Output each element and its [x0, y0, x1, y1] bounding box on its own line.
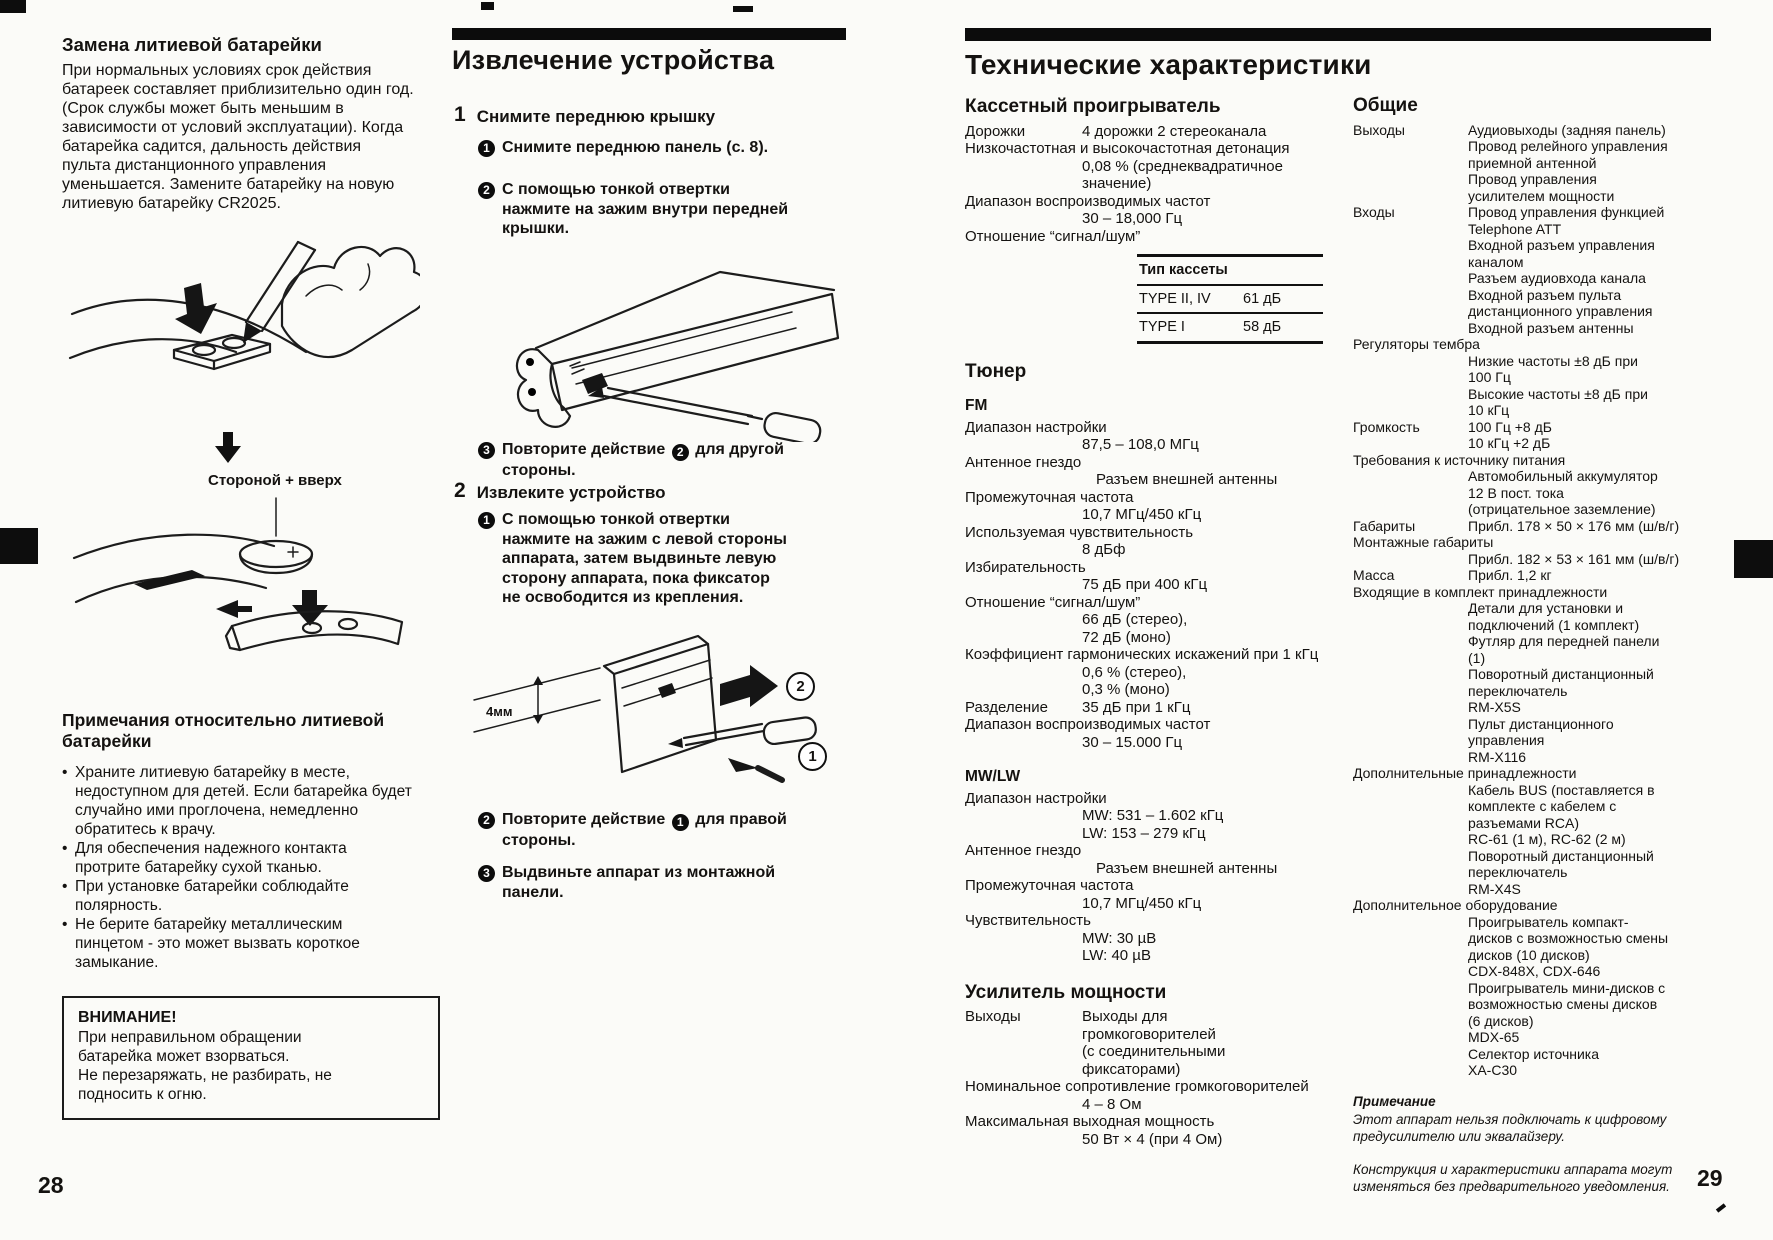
spec-row: [965, 699, 1339, 717]
text-line: приемной антенной: [1468, 154, 1597, 171]
text-line: 100 Гц: [1468, 369, 1511, 385]
spec-label: Диапазон воспроизводимых частот: [965, 716, 1211, 733]
substep-2-1: [478, 510, 790, 608]
note-title: Примечание: [1353, 1093, 1436, 1109]
text-line: переключатель: [1468, 864, 1568, 880]
substep-marker: 3: [478, 442, 495, 459]
section-rule-bar: [965, 28, 1711, 41]
spec-row: [1353, 765, 1715, 897]
spec-row: [1353, 419, 1715, 452]
spec-values: [1082, 1096, 1339, 1114]
substep-marker: 3: [478, 865, 495, 882]
warning-box: [62, 996, 440, 1120]
text-line: переключатель: [1468, 682, 1568, 699]
step-title: Снимите переднюю крышку: [476, 107, 716, 126]
spec-row: [1353, 534, 1715, 567]
spec-values: [1082, 123, 1339, 141]
substep-2-2: [478, 810, 790, 851]
substep-1-2: [478, 180, 790, 239]
spec-row: [965, 1113, 1339, 1148]
text-line: 75 дБ при 400 кГц: [1082, 576, 1208, 593]
warning-title: ВНИМАНИЕ!: [78, 1009, 177, 1026]
text-line: 100 Гц +8 дБ: [1468, 418, 1552, 435]
scan-speck: [1716, 1203, 1726, 1212]
text-line: Поворотный дистанционный: [1468, 666, 1654, 682]
specs-column-1: [965, 98, 1339, 1148]
spec-row: [1353, 336, 1715, 419]
text-line: 10,7 МГц/450 кГц: [1082, 506, 1202, 523]
spec-label: Избирательность: [965, 558, 1086, 576]
spec-label: Габариты: [1353, 517, 1416, 534]
down-arrow-icon: [214, 432, 242, 464]
cassette-section-title: Кассетный проигрыватель: [965, 96, 1221, 117]
substep-marker: 1: [478, 140, 495, 157]
text-line: Проигрыватель компакт-: [1468, 913, 1629, 930]
step-1: [454, 104, 715, 127]
text-line: разъемами RCA): [1468, 814, 1580, 831]
spec-label: Разделение: [965, 698, 1048, 716]
text-line: 35 дБ при 1 кГц: [1082, 698, 1191, 716]
spec-label: Монтажные габариты: [1353, 534, 1494, 550]
text-line: 87,5 – 108,0 МГц: [1082, 436, 1199, 453]
spec-label: Промежуточная частота: [965, 877, 1134, 894]
text-line: Аудиовыходы (задняя панель): [1468, 121, 1666, 138]
substep-marker: 2: [478, 182, 495, 199]
text-line: Провод управления: [1468, 171, 1597, 187]
text-line: CDX-848X, CDX-646: [1468, 963, 1601, 979]
text-line: (с соединительными: [1082, 1043, 1226, 1060]
spec-values: [1468, 567, 1715, 584]
spec-row: [965, 454, 1339, 489]
text-line: Кабель BUS (поставляется в: [1468, 781, 1655, 798]
spec-label: Регуляторы тембра: [1353, 336, 1480, 352]
spec-row: [965, 559, 1339, 594]
table-cell: 58 дБ: [1243, 319, 1282, 335]
spec-label: Входы: [1353, 204, 1395, 220]
text-line: MDX-65: [1468, 1029, 1520, 1045]
spec-row: [965, 419, 1339, 454]
battery-notes-title: Примечания относительно литиевой батарейки: [62, 710, 385, 751]
table-cell: TYPE I: [1139, 319, 1185, 335]
text-line: MW: 30 µВ: [1082, 929, 1157, 947]
spec-values: [1468, 782, 1715, 898]
text-line: (1): [1468, 649, 1486, 666]
text-line: 30 – 18,000 Гц: [1082, 210, 1183, 227]
spec-label: Масса: [1353, 567, 1395, 583]
text-line: 0,6 % (стерео),: [1082, 663, 1187, 681]
substep-1-3: [478, 440, 790, 481]
note-block: [1353, 1162, 1687, 1195]
text-line: • Храните литиевую батарейку в месте, недоступном для детей. Если батарейка будет случайно ими проглочена, немедленно обратитесь к врачу.: [62, 763, 414, 839]
spec-label: Антенное гнездо: [965, 842, 1082, 859]
text-line: RC-61 (1 м), RC-62 (2 м): [1468, 831, 1626, 847]
text-line: MW: 531 – 1.602 кГц: [1082, 807, 1224, 824]
step-title: Извлеките устройство: [476, 483, 666, 502]
substep-text: [502, 440, 790, 481]
substep-text: С помощью тонкой отвертки нажмите на зажим внутри передней крышки.: [502, 181, 789, 237]
spec-label: Используемая чувствительность: [965, 523, 1194, 541]
warning-line: При неправильном обращении батарейка может взорваться.: [78, 1029, 302, 1065]
text-line: каналом: [1468, 253, 1524, 270]
text-line: возможностью смены дисков: [1468, 996, 1658, 1012]
spec-row: [965, 877, 1339, 912]
spec-values: [1082, 860, 1339, 878]
spec-values: [1082, 930, 1339, 965]
text-line: 0,3 % (моно): [1082, 681, 1170, 698]
text-line: Автомобильный аккумулятор: [1468, 468, 1658, 484]
substep-1-1: [478, 138, 768, 158]
spec-row: [965, 228, 1339, 246]
spec-row: [965, 842, 1339, 877]
text-line: громкоговорителей: [1082, 1025, 1216, 1043]
text-line: комплекте с кабелем с: [1468, 798, 1617, 814]
text-line: Прибл. 1,2 кг: [1468, 567, 1552, 583]
spec-values: [1082, 1131, 1339, 1149]
spec-label: Максимальная выходная мощность: [965, 1113, 1215, 1130]
figure-marker-2: 2: [786, 672, 815, 701]
spec-row: [1353, 897, 1715, 1079]
substep-text-pre: Повторите действие: [502, 811, 666, 828]
text-line: • При установке батарейки соблюдайте полярность.: [62, 877, 414, 915]
spec-label: Громкость: [1353, 418, 1420, 435]
text-line: подключений (1 комплект): [1468, 616, 1640, 633]
substep-2-3: [478, 863, 790, 902]
text-line: 66 дБ (стерео),: [1082, 611, 1188, 628]
spec-values: [1082, 734, 1339, 752]
text-line: XA-C30: [1468, 1062, 1518, 1078]
text-line: Прибл. 178 × 50 × 176 мм (ш/в/г): [1468, 517, 1680, 534]
general-section-title: Общие: [1353, 95, 1418, 116]
spec-label: Чувствительность: [965, 912, 1091, 929]
text-line: дистанционного управления: [1468, 303, 1653, 319]
substep-text-pre: Повторите действие: [502, 441, 666, 458]
text-line: Высокие частоты ±8 дБ при: [1468, 385, 1648, 402]
illustration-front-cover-clip: [452, 250, 848, 442]
specifications-title: Технические характеристики: [965, 49, 1372, 80]
page-edge-tab-right: [1734, 540, 1773, 578]
text-line: (6 дисков): [1468, 1012, 1534, 1029]
fm-band-title: FM: [965, 397, 988, 414]
spec-values: [1468, 518, 1715, 535]
spec-values: [1468, 419, 1715, 452]
text-line: Проигрыватель мини-дисков с: [1468, 979, 1666, 996]
tuner-section-title: Тюнер: [965, 360, 1027, 382]
text-line: LW: 40 µВ: [1082, 947, 1151, 964]
spec-values: [1082, 471, 1339, 489]
spec-label: Выходы: [965, 1008, 1021, 1025]
illustration-battery-removal: [68, 230, 420, 426]
text-line: Провод управления функцией: [1468, 204, 1665, 220]
illustration-battery-insert: [68, 496, 420, 666]
text-line: Поворотный дистанционный: [1468, 847, 1654, 864]
spec-values: [1468, 600, 1715, 765]
text-line: 10 кГц +2 дБ: [1468, 435, 1551, 451]
spec-values: [1082, 611, 1339, 646]
text-line: Разъем аудиовхода канала: [1468, 270, 1646, 286]
text-line: Селектор источника: [1468, 1045, 1600, 1062]
dimension-label: 4мм: [486, 704, 513, 719]
text-line: 72 дБ (моно): [1082, 628, 1171, 646]
table-row: [1137, 314, 1323, 341]
text-line: 12 В пост. тока: [1468, 484, 1564, 501]
spec-row: [1353, 567, 1715, 584]
text-line: Входной разъем антенны: [1468, 319, 1634, 336]
amplifier-section-title: Усилитель мощности: [965, 981, 1167, 1003]
table-cell: TYPE II, IV: [1139, 290, 1211, 307]
page-edge-tab-left: [0, 528, 38, 564]
text-line: Футляр для передней панели: [1468, 633, 1660, 649]
text-line: Telephone ATT: [1468, 220, 1562, 237]
spec-values: [1468, 914, 1715, 1079]
substep-marker: 1: [478, 512, 495, 529]
spec-row: [965, 912, 1339, 965]
note-text: Этот аппарат нельзя подключать к цифровому предусилителю или эквалайзеру.: [1353, 1112, 1667, 1144]
text-line: RM-X5S: [1468, 699, 1521, 715]
spec-label: Коэффициент гармонических искажений при 1 кГц: [965, 646, 1319, 663]
text-line: Пульт дистанционного: [1468, 715, 1614, 732]
figure-marker-1: 1: [798, 742, 827, 771]
spec-label: Входящие в комплект принадлежности: [1353, 583, 1608, 600]
text-line: 10 кГц: [1468, 402, 1510, 418]
spec-label: Требования к источнику питания: [1353, 451, 1566, 468]
specs-column-2: [1353, 95, 1715, 1195]
spec-label: Низкочастотная и высокочастотная детонация: [965, 140, 1290, 157]
text-line: значение): [1082, 175, 1152, 192]
battery-notes-list: [62, 763, 414, 972]
text-line: (отрицательное заземление): [1468, 501, 1656, 517]
text-line: Выходы для: [1082, 1008, 1168, 1025]
removal-title: Извлечение устройства: [452, 45, 775, 75]
note-text: Конструкция и характеристики аппарата могут изменяться без предварительного уведомления.: [1353, 1162, 1673, 1194]
spec-values: [1082, 664, 1339, 699]
section-rule-bar: [452, 28, 846, 40]
spec-row: [1353, 122, 1715, 205]
spec-row: [1353, 452, 1715, 518]
spec-values: [1082, 506, 1339, 524]
spec-row: [965, 1008, 1339, 1078]
spec-values: [1082, 541, 1339, 559]
spec-row: [1353, 204, 1715, 336]
scan-corner-mark: [0, 0, 26, 13]
spec-label: Диапазон настройки: [965, 418, 1107, 436]
text-line: 30 – 15.000 Гц: [1082, 733, 1183, 751]
text-line: дисков с возможностью смены: [1468, 930, 1669, 946]
text-line: Разъем внешней антенны: [1096, 471, 1278, 488]
spec-values: [1082, 699, 1339, 717]
cassette-type-table: [1137, 254, 1323, 344]
text-line: 4 дорожки 2 стереоканала: [1082, 122, 1267, 140]
text-line: • Не берите батарейку металлическим пинцетом - это может вызвать короткое замыкание.: [62, 915, 414, 972]
substep-text: С помощью тонкой отвертки нажмите на зажим с левой стороны аппарата, затем выдвиньте левую сторону аппарата, пока фиксатор не освободится из крепления.: [502, 511, 787, 606]
text-line: управления: [1468, 732, 1545, 748]
text-line: Входной разъем управления: [1468, 237, 1655, 253]
text-line: LW: 153 – 279 кГц: [1082, 824, 1206, 842]
substep-ref-marker: 2: [672, 444, 689, 461]
text-line: Прибл. 182 × 53 × 161 мм (ш/в/г): [1468, 550, 1680, 567]
text-line: фиксаторами): [1082, 1060, 1181, 1078]
spec-values: [1468, 204, 1715, 336]
table-cell: 61 дБ: [1243, 290, 1282, 307]
text-line: Низкие частоты ±8 дБ при: [1468, 352, 1638, 369]
spec-row: [965, 646, 1339, 699]
text-line: дисков (10 дисков): [1468, 946, 1590, 963]
text-line: Разъем внешней антенны: [1096, 859, 1278, 877]
text-line: 10,7 МГц/450 кГц: [1082, 894, 1202, 912]
scan-speck: [733, 6, 753, 12]
substep-marker: 2: [478, 812, 495, 829]
spec-label: Дополнительные принадлежности: [1353, 765, 1577, 781]
substep-text-post: для правой стороны.: [502, 811, 787, 849]
text-line: 8 дБф: [1082, 541, 1126, 558]
mwlw-band-title: MW/LW: [965, 768, 1021, 785]
text-line: Провод релейного управления: [1468, 138, 1668, 154]
spec-label: Дорожки: [965, 122, 1026, 140]
text-line: RM-X116: [1468, 748, 1527, 765]
spec-row: [965, 123, 1339, 141]
spec-label: Выходы: [1353, 121, 1405, 138]
battery-section-title: Замена литиевой батарейки: [62, 34, 322, 55]
spec-values: [1082, 895, 1339, 913]
text-line: 4 – 8 Ом: [1082, 1095, 1142, 1113]
spec-label: Дополнительное оборудование: [1353, 897, 1558, 913]
text-line: 0,08 % (среднеквадратичное: [1082, 157, 1283, 175]
spec-label: Отношение “сигнал/шум”: [965, 227, 1141, 245]
spec-label: Промежуточная частота: [965, 488, 1134, 506]
spec-row: [965, 790, 1339, 843]
spec-values: [1082, 807, 1339, 842]
substep-ref-marker: 1: [672, 814, 689, 831]
substep-text: [502, 810, 790, 851]
spec-label: Номинальное сопротивление громкоговорителей: [965, 1078, 1309, 1095]
spec-values: [1468, 551, 1715, 568]
battery-section-body: При нормальных условиях срок действия батареек составляет приблизительно один год. (Срок службы может быть меньшим в зависимости от условий эксплуатации). Когда батарейка садится, дальность действия пульта дистанционного управления уменьшается. Замените батарейку на новую литиевую батарейку CR2025.: [62, 62, 414, 212]
scan-speck: [481, 2, 494, 10]
step-2: [454, 480, 666, 503]
text-line: Детали для установки и: [1468, 600, 1624, 616]
text-line: • Для обеспечения надежного контакта протрите батарейку сухой тканью.: [62, 839, 414, 877]
illustration-unit-release: [452, 628, 848, 806]
substep-text: Выдвиньте аппарат из монтажной панели.: [502, 864, 776, 901]
spec-label: Диапазон настройки: [965, 789, 1107, 807]
text-line: RM-X4S: [1468, 880, 1521, 897]
step-number: 2: [454, 479, 466, 502]
spec-row: [1353, 584, 1715, 766]
spec-row: [965, 193, 1339, 228]
spec-values: [1082, 436, 1339, 454]
spec-label: Антенное гнездо: [965, 453, 1082, 471]
spec-row: [965, 140, 1339, 193]
spec-values: [1082, 1008, 1339, 1078]
spec-values: [1468, 353, 1715, 419]
table-header: Тип кассеты: [1137, 257, 1323, 286]
step-number: 1: [454, 103, 466, 126]
spec-values: [1468, 468, 1715, 518]
table-row: [1137, 286, 1323, 315]
warning-line: Не перезаряжать, не разбирать, не подносить к огню.: [78, 1067, 332, 1103]
text-line: 50 Вт × 4 (при 4 Ом): [1082, 1130, 1223, 1148]
spec-row: [965, 524, 1339, 559]
text-line: усилителем мощности: [1468, 187, 1615, 204]
battery-orientation-caption: Стороной + вверх: [208, 472, 342, 489]
spec-label: Отношение “сигнал/шум”: [965, 593, 1141, 611]
substep-text: Снимите переднюю панель (с. 8).: [502, 139, 769, 156]
spec-values: [1468, 122, 1715, 205]
spec-row: [965, 1078, 1339, 1113]
spec-row: [965, 716, 1339, 751]
spec-values: [1082, 158, 1339, 193]
text-line: Входной разъем пульта: [1468, 286, 1622, 303]
spec-row: [965, 489, 1339, 524]
spec-label: Диапазон воспроизводимых частот: [965, 192, 1211, 210]
page-number-left: 28: [38, 1172, 64, 1198]
page-number-right: 29: [1697, 1165, 1723, 1191]
substep-text-post: для другой стороны.: [502, 441, 784, 479]
note-block: [1353, 1094, 1687, 1146]
spec-values: [1082, 210, 1339, 228]
spec-values: [1082, 576, 1339, 594]
spec-row: [965, 594, 1339, 647]
spec-row: [1353, 518, 1715, 535]
